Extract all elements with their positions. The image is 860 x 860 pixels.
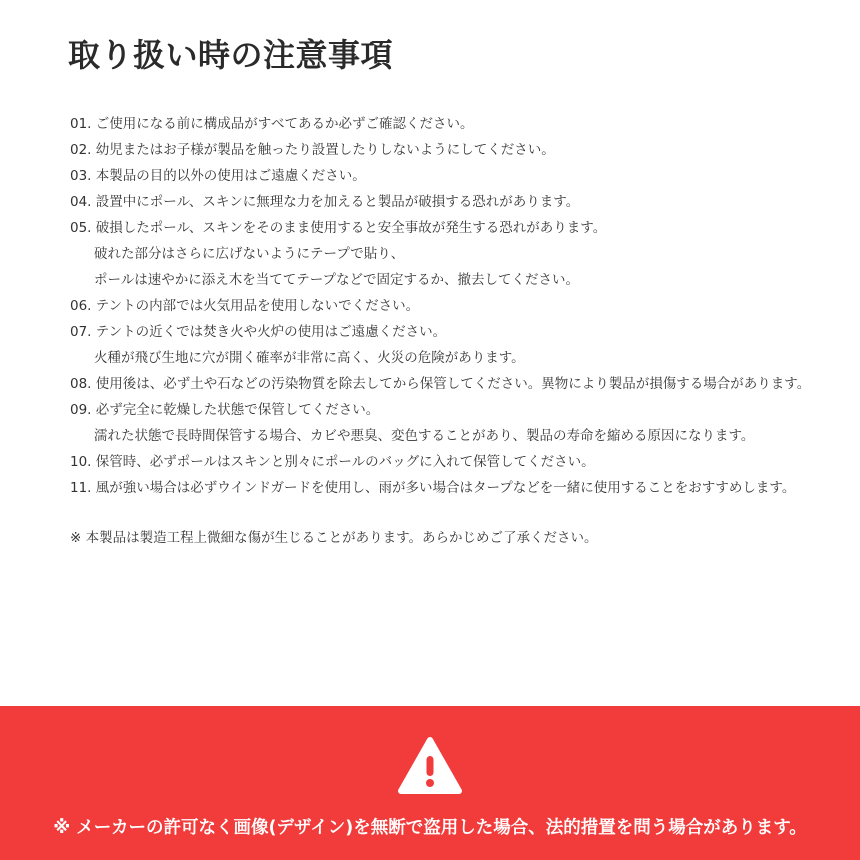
item-number: 08.	[70, 376, 92, 392]
copyright-warning-text: ※ メーカーの許可なく画像(デザイン)を無断で盗用した場合、法的措置を問う場合があります。	[53, 818, 807, 838]
warning-icon	[397, 736, 463, 796]
list-item-04	[70, 189, 830, 215]
list-item-07-continuation: 火種が飛び生地に穴が開く確率が非常に高く、火災の危険があります。	[94, 350, 525, 366]
item-text: 必ず完全に乾燥した状態で保管してください。	[95, 402, 380, 418]
list-item-11	[70, 475, 830, 501]
item-text: ご使用になる前に構成品がすべてあるか必ずご確認ください。	[95, 116, 474, 132]
list-item-02	[70, 137, 830, 163]
list-item-08	[70, 371, 830, 397]
list-item-01	[70, 111, 830, 137]
list-item-10	[70, 449, 830, 475]
list-item-05-continuation: ポールは速やかに添え木を当ててテープなどで固定するか、撤去してください。	[94, 272, 580, 288]
item-text: 風が強い場合は必ずウインドガードを使用し、雨が多い場合はタープなどを一緒に使用することをおすすめします。	[95, 480, 796, 496]
list-item-09	[70, 397, 830, 423]
item-number: 02.	[70, 142, 92, 158]
item-number: 06.	[70, 298, 92, 314]
item-text: テントの内部では火気用品を使用しないでください。	[95, 298, 420, 314]
item-number: 04.	[70, 194, 92, 210]
list-item-03	[70, 163, 830, 189]
list-item-05-continuation: 破れた部分はさらに広げないようにテープで貼り、	[94, 246, 405, 262]
item-text: 幼児またはお子様が製品を触ったり設置したりしないようにしてください。	[95, 142, 555, 158]
item-number: 11.	[70, 480, 92, 496]
item-text: 使用後は、必ず土や石などの汚染物質を除去してから保管してください。異物により製品が損傷する場合があります。	[95, 376, 811, 392]
item-number: 09.	[70, 402, 92, 418]
item-number: 07.	[70, 324, 92, 340]
item-number: 01.	[70, 116, 92, 132]
disclaimer-note: ※ 本製品は製造工程上微細な傷が生じることがあります。あらかじめご了承ください。	[70, 530, 598, 546]
list-item-07	[70, 319, 830, 345]
list-item-06	[70, 293, 830, 319]
item-text: 保管時、必ずポールはスキンと別々にポールのバッグに入れて保管してください。	[95, 454, 595, 470]
item-number: 10.	[70, 454, 92, 470]
page-title: 取り扱い時の注意事項	[68, 36, 394, 74]
item-text: 破損したポール、スキンをそのまま使用すると安全事故が発生する恐れがあります。	[95, 220, 607, 236]
item-text: 設置中にポール、スキンに無理な力を加えると製品が破損する恐れがあります。	[95, 194, 580, 210]
precaution-list	[70, 111, 830, 501]
list-item-05	[70, 215, 830, 241]
item-number: 03.	[70, 168, 92, 184]
item-text: 本製品の目的以外の使用はご遠慮ください。	[95, 168, 366, 184]
item-number: 05.	[70, 220, 92, 236]
item-text: テントの近くでは焚き火や火炉の使用はご遠慮ください。	[95, 324, 447, 340]
list-item-09-continuation: 濡れた状態で長時間保管する場合、カビや悪臭、変色することがあり、製品の寿命を縮める原因になります。	[94, 428, 755, 444]
warning-banner	[0, 706, 860, 860]
